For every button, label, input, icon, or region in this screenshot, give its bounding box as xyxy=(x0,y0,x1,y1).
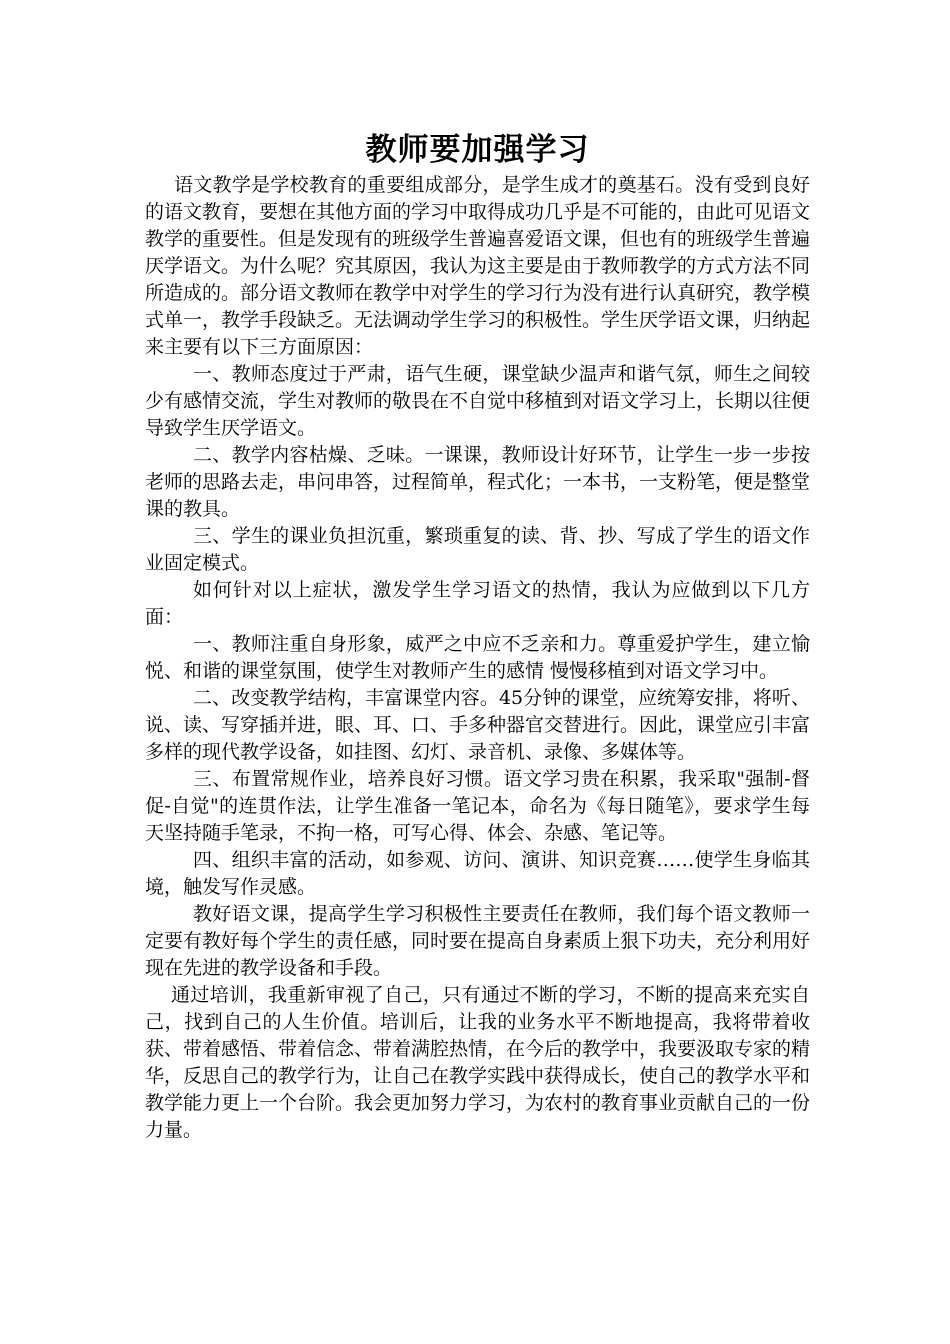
paragraph-responsibility: 教好语文课，提高学生学习积极性主要责任在教师，我们每个语文教师一定要有教好每个学生的责任感，同时要在提高自身素质上狠下功夫，充分利用好现在先进的教学设备和手段。 xyxy=(145,903,811,979)
paragraph-reason-2: 二、教学内容枯燥、乏味。一课课，教师设计好环节，让学生一步一步按老师的思路去走，串问串答，过程简单，程式化；一本书，一支粉笔，便是整堂课的教具。 xyxy=(145,444,811,520)
paragraph-method-2: 二、改变教学结构，丰富课堂内容。45分钟的课堂，应统筹安排，将听、说、读、写穿插并进，眼、耳、口、手多种器官交替进行。因此，课堂应引丰富多样的现代教学设备，如挂图、幻灯、录音机、录像、多媒体等。 xyxy=(145,687,811,763)
paragraph-intro: 语文教学是学校教育的重要组成部分，是学生成才的奠基石。没有受到良好的语文教育，要想在其他方面的学习中取得成功几乎是不可能的，由此可见语文教学的重要性。但是发现有的班级学生普遍喜爱语文课，但也有的班级学生普遍厌学语文。为什么呢？究其原因，我认为这主要是由于教师教学的方式方法不同所造成的。部分语文教师在教学中对学生的学习行为没有进行认真研究，教学模式单一，教学手段缺乏。无法调动学生学习的积极性。学生厌学语文课，归纳起来主要有以下三方面原因： xyxy=(145,174,811,358)
paragraph-reason-3: 三、学生的课业负担沉重，繁琐重复的读、背、抄、写成了学生的语文作业固定模式。 xyxy=(145,525,810,574)
document-page xyxy=(145,128,810,1144)
paragraph-reason-1: 一、教师态度过于严肃，语气生硬，课堂缺少温声和谐气氛，师生之间较少有感情交流，学生对教师的敬畏在不自觉中移植到对语文学习上，长期以往便导致学生厌学语文。 xyxy=(145,363,811,439)
paragraph-method-3: 三、布置常规作业，培养良好习惯。语文学习贵在积累，我采取"强制-督促-自觉"的连贯作法，让学生准备一笔记本，命名为《每日随笔》，要求学生每天坚持随手笔录，不拘一格，可写心得、体会、杂感、笔记等。 xyxy=(145,768,810,844)
document-title: 教师要加强学习 xyxy=(365,132,590,168)
paragraph-method-4: 四、组织丰富的活动，如参观、访问、演讲、知识竞赛……使学生身临其境，触发写作灵感。 xyxy=(145,849,810,898)
paragraph-method-1: 一、教师注重自身形象，威严之中应不乏亲和力。尊重爱护学生，建立愉悦、和谐的课堂氛围，使学生对教师产生的感情 慢慢移植到对语文学习中。 xyxy=(145,633,810,682)
paragraph-transition: 如何针对以上症状，激发学生学习语文的热情，我认为应做到以下几方面： xyxy=(145,579,810,628)
document-body xyxy=(145,172,810,1144)
paragraph-conclusion: 通过培训，我重新审视了自己，只有通过不断的学习，不断的提高来充实自己，找到自己的人生价值。培训后，让我的业务水平不断地提高，我将带着收获、带着感悟、带着信念、带着满腔热情，在今后的教学中，我要汲取专家的精华，反思自己的教学行为，让自己在教学实践中获得成长，使自己的教学水平和教学能力更上一个台阶。我会更加努力学习，为农村的教育事业贡献自己的一份力量。 xyxy=(145,984,811,1141)
